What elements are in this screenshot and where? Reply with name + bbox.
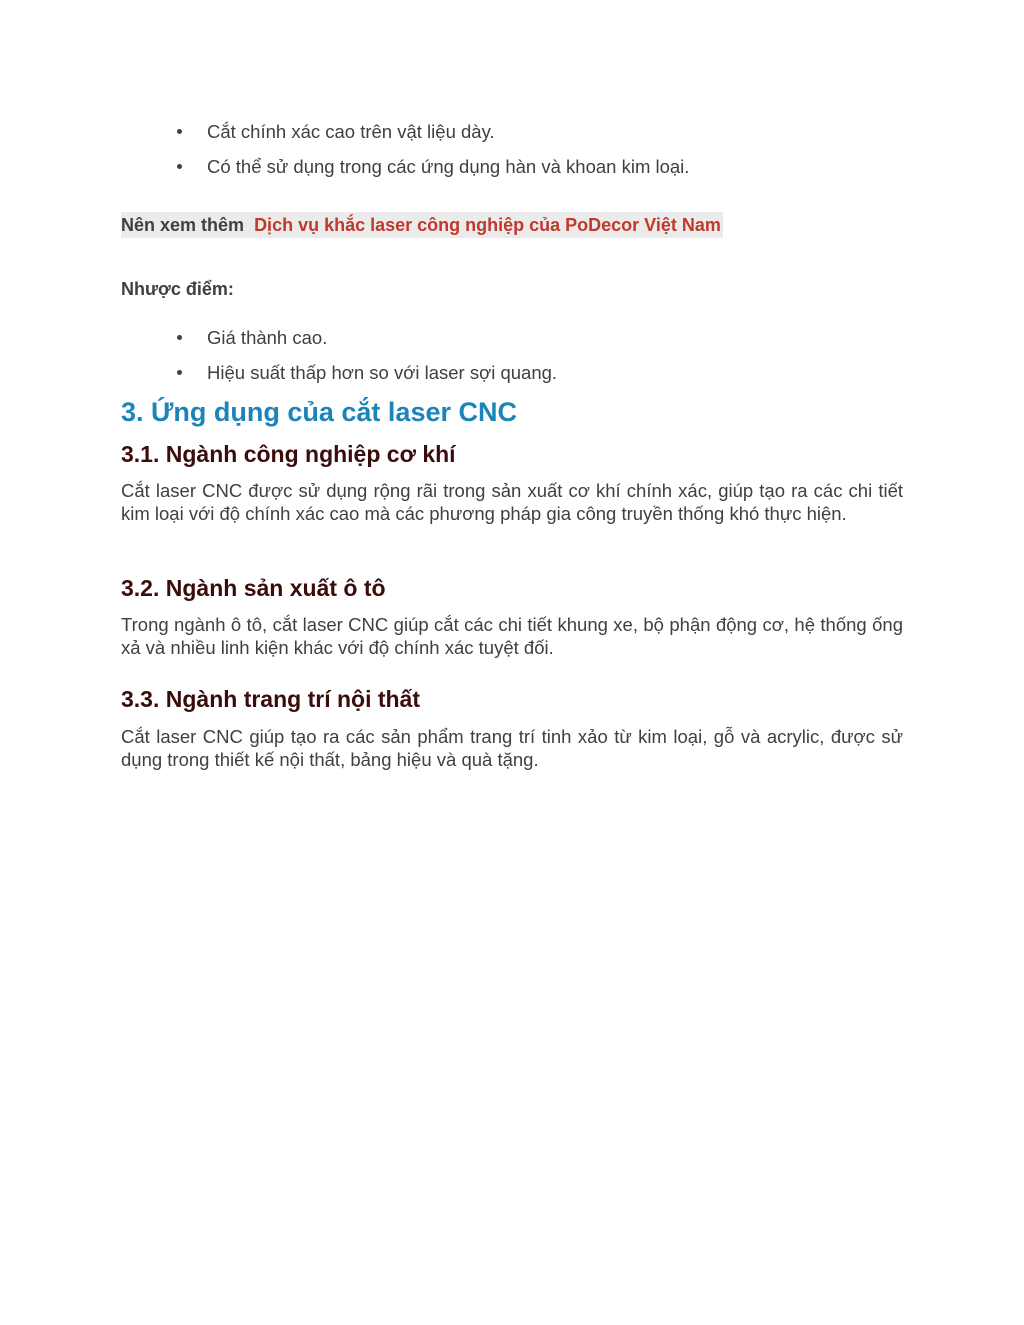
subsection-heading: 3.1. Ngành công nghiệp cơ khí — [121, 441, 456, 467]
subsection-heading: 3.3. Ngành trang trí nội thất — [121, 686, 421, 712]
subsection-heading: 3.2. Ngành sản xuất ô tô — [121, 575, 386, 601]
see-also-banner — [121, 212, 723, 238]
list-item — [121, 355, 903, 390]
list-item — [121, 149, 903, 184]
list-item — [121, 114, 903, 149]
bullet-icon — [177, 164, 182, 169]
section-heading: 3. Ứng dụng của cắt laser CNC — [121, 397, 517, 427]
see-also-prefix: Nên xem thêm — [121, 215, 245, 235]
list-item-text: Giá thành cao. — [207, 327, 328, 348]
bullet-icon — [177, 335, 182, 340]
subsection-paragraph: Cắt laser CNC được sử dụng rộng rãi trong sản xuất cơ khí chính xác, giúp tạo ra các chi tiết kim loại với độ chính xác cao mà các phương pháp gia công truyền thống khó thực hiện. — [121, 480, 903, 524]
disadvantages-list — [121, 320, 903, 390]
bullet-icon — [177, 370, 182, 375]
list-item — [121, 320, 903, 355]
list-item-text: Cắt chính xác cao trên vật liệu dày. — [207, 121, 495, 142]
bullet-icon — [177, 129, 182, 134]
list-item-text: Hiệu suất thấp hơn so với laser sợi quang. — [207, 362, 558, 383]
see-also-link[interactable]: Dịch vụ khắc laser công nghiệp của PoDecor Việt Nam — [254, 215, 721, 235]
disadvantages-label: Nhược điểm: — [121, 279, 234, 299]
list-item-text: Có thể sử dụng trong các ứng dụng hàn và khoan kim loại. — [207, 156, 690, 177]
subsection-paragraph: Trong ngành ô tô, cắt laser CNC giúp cắt các chi tiết khung xe, bộ phận động cơ, hệ thống ống xả và nhiều linh kiện khác với độ chính xác tuyệt đối. — [121, 614, 903, 658]
advantages-list — [121, 114, 903, 184]
subsection-paragraph: Cắt laser CNC giúp tạo ra các sản phẩm trang trí tinh xảo từ kim loại, gỗ và acrylic, được sử dụng trong thiết kế nội thất, bảng hiệu và quà tặng. — [121, 726, 903, 770]
